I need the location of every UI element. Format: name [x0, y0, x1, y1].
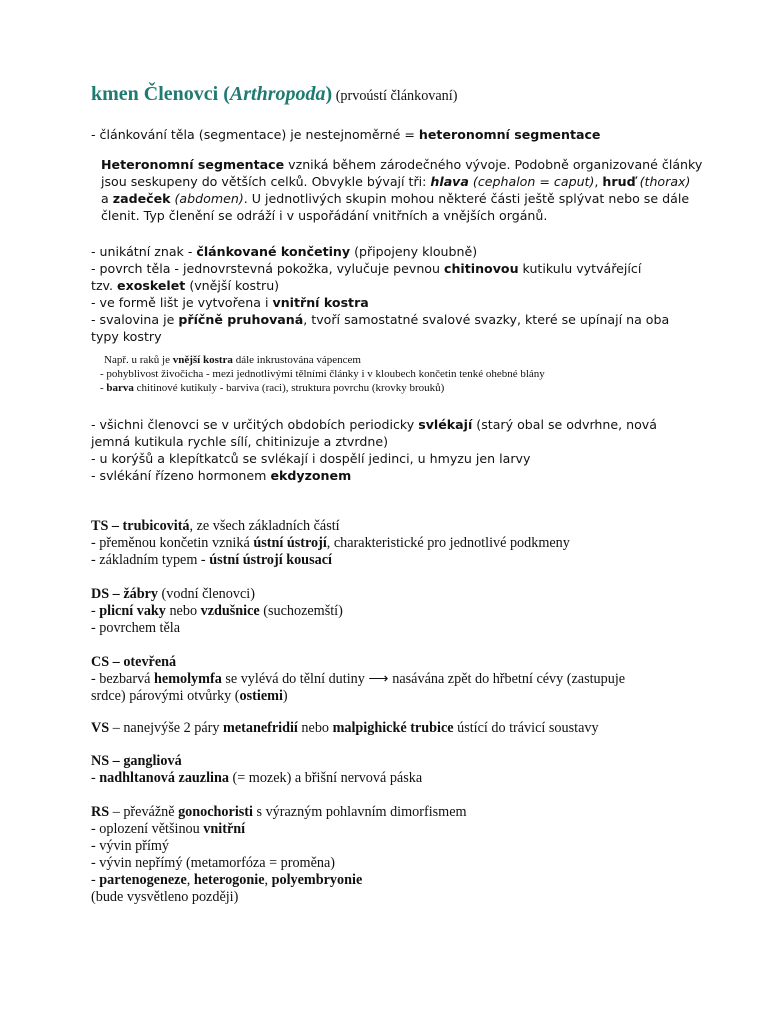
bold-term: zadeček [112, 191, 171, 206]
section-ns-line [91, 770, 422, 787]
bold-term: plicní vaky [99, 603, 166, 619]
list-item [91, 450, 530, 467]
text: typy kostry [91, 329, 162, 344]
section-cs-line [91, 688, 288, 705]
text: - ve formě lišt je vytvořena i [91, 295, 273, 310]
list-item [91, 294, 369, 311]
section-rs-line [91, 804, 467, 821]
text: (= mozek) a břišní nervová páska [228, 770, 423, 786]
bold-term: exoskelet [117, 278, 186, 293]
note-line [100, 368, 545, 381]
bold-term: gonochoristi [178, 804, 253, 820]
bold-term: svlékají [418, 417, 473, 432]
text: s výrazným pohlavním dimorfismem [252, 804, 467, 820]
text: - [91, 770, 100, 786]
bold-term: nadhltanová zauzlina [99, 770, 229, 786]
text: (bude vysvětleno později) [91, 889, 239, 905]
bold-term: článkované končetiny [196, 244, 351, 259]
text: (připojeny kloubně) [350, 244, 478, 259]
section-head: TS – trubicovitá [91, 518, 190, 534]
text: , charakteristické pro jednotlivé podkmeny [326, 535, 570, 551]
bold-term: Heteronomní segmentace [101, 157, 285, 172]
italic-text: (thorax) [635, 174, 691, 189]
title-latin: Arthropoda [229, 83, 326, 105]
list-item [91, 467, 351, 484]
section-head: RS [91, 804, 110, 820]
bold-term: ústní ústrojí kousací [209, 552, 332, 568]
bold-term: vnitřní kostra [272, 295, 369, 310]
text: nebo [165, 603, 201, 619]
section-ts-line [91, 535, 570, 552]
text: kutikulu vytvářející [518, 261, 642, 276]
text: chitinové kutikuly - barviva (raci), struktura povrchu (krovky brouků) [133, 382, 445, 394]
text: - přeměnou končetin vzniká [91, 535, 254, 551]
text: - povrch těla - jednovrstevná pokožka, vylučuje pevnou [91, 261, 444, 276]
text: – nanejvýše 2 páry [109, 720, 224, 736]
text: - vývin nepřímý (metamorfóza = proměna) [91, 855, 335, 871]
paragraph-line [101, 207, 547, 224]
bold-term: chitinovou [444, 261, 519, 276]
text: - [91, 872, 100, 888]
text: - základním typem - [91, 552, 210, 568]
bold-term: vnější kostra [172, 354, 233, 366]
list-item [91, 243, 477, 260]
text: jsou seskupeny do větších celků. Obvykle bývají tři: [101, 174, 431, 189]
bold-term: metanefridií [223, 720, 298, 736]
bold-term: hemolymfa [154, 671, 222, 687]
section-rs-line [91, 872, 362, 889]
text: vzniká během zárodečného vývoje. Podobně organizované články [284, 157, 703, 172]
section-vs-line [91, 720, 599, 737]
text: - unikátní znak - [91, 244, 197, 259]
section-ds-line [91, 603, 343, 620]
text: - svlékání řízeno hormonem [91, 468, 271, 483]
paragraph-line [101, 190, 689, 207]
bold-term: ostiemi [239, 688, 283, 704]
bold-term: polyembryonie [271, 872, 363, 888]
text: - u korýšů a klepítkatců se svlékají i dospělí jedinci, u hmyzu jen larvy [91, 451, 531, 466]
bold-term: příčně pruhovaná [178, 312, 304, 327]
text: - [100, 382, 107, 394]
bold-term: malpighické trubice [332, 720, 454, 736]
text: (suchozemští) [259, 603, 343, 619]
section-head: VS [91, 720, 110, 736]
italic-text: (abdomen) [170, 191, 244, 206]
section-ts-heading [91, 518, 340, 535]
bold-term: ekdyzonem [270, 468, 352, 483]
text: tzv. [91, 278, 118, 293]
section-rs-line [91, 855, 335, 872]
bold-term: vnitřní [203, 821, 246, 837]
italic-text: (cephalon = caput) [468, 174, 595, 189]
section-ns-heading [91, 753, 182, 770]
text: ústící do trávicí soustavy [453, 720, 599, 736]
text: nebo [297, 720, 333, 736]
text: a [101, 191, 113, 206]
text: srdce) párovými otvůrky ( [91, 688, 240, 704]
text: dále inkrustována vápencem [232, 354, 361, 366]
list-item [91, 433, 388, 450]
bold-term: heterogonie [193, 872, 265, 888]
bold-term: partenogeneze [99, 872, 187, 888]
section-head: CS – otevřená [91, 654, 177, 670]
text: , [594, 174, 603, 189]
list-item [91, 260, 641, 277]
section-head: NS – gangliová [91, 753, 182, 769]
bold-term: hlava [430, 174, 469, 189]
section-ts-line [91, 552, 332, 569]
text: (starý obal se odvrhne, nová [472, 417, 657, 432]
text: Např. u raků je [104, 354, 173, 366]
note-line [104, 354, 361, 367]
text: členit. Typ členění se odráží i v uspořádání vnitřních a vnějších orgánů. [101, 208, 548, 223]
text: (vnější kostru) [185, 278, 280, 293]
list-item [91, 328, 162, 345]
text: - oplození většinou [91, 821, 204, 837]
bold-term: vzdušnice [200, 603, 260, 619]
text: - článkování těla (segmentace) je nestejnoměrné = [91, 127, 419, 142]
title-subtitle: (prvoústí článkovaní) [335, 88, 458, 104]
text: - povrchem těla [91, 620, 181, 636]
paragraph-line [101, 173, 690, 190]
bold-term: hruď [602, 174, 636, 189]
section-cs-line [91, 671, 625, 688]
text: , ze všech základních částí [189, 518, 340, 534]
title-suffix: ) [325, 83, 333, 105]
page-title [91, 83, 458, 105]
text: jemná kutikula rychle sílí, chitinizuje a ztvrdne) [91, 434, 388, 449]
text: - bezbarvá [91, 671, 155, 687]
section-cs-heading [91, 654, 176, 671]
text: - [91, 603, 100, 619]
text: (vodní členovci) [158, 586, 255, 602]
text: . U jednotlivých skupin mohou některé části ještě splývat nebo se dále [243, 191, 690, 206]
list-item [91, 311, 669, 328]
section-rs-line [91, 838, 169, 855]
section-ds-heading [91, 586, 255, 603]
list-item [91, 277, 279, 294]
text: - vývin přímý [91, 838, 170, 854]
section-ds-line [91, 620, 180, 637]
text: - pohyblivost živočicha - mezi jednotlivými tělními články i v kloubech končetin tenké ohebné blány [100, 368, 545, 380]
text: – převážně [109, 804, 179, 820]
bold-term: ústní ústrojí [253, 535, 327, 551]
section-rs-line [91, 821, 245, 838]
text: se vylévá do tělní dutiny ⟶ nasávána zpět do hřbetní cévy (zastupuje [221, 671, 626, 687]
paragraph-line [101, 156, 702, 173]
text: - svalovina je [91, 312, 179, 327]
title-prefix: kmen Členovci ( [91, 83, 230, 105]
text: , [186, 872, 194, 888]
section-rs-line [91, 889, 238, 906]
text: , tvoří samostatné svalové svazky, které se upínají na oba [303, 312, 670, 327]
bold-term: heteronomní segmentace [418, 127, 601, 142]
section-head: DS – žábry [91, 586, 158, 602]
text: - všichni členovci se v určitých obdobích periodicky [91, 417, 419, 432]
text: ) [282, 688, 288, 704]
note-line [100, 382, 444, 395]
text: , [264, 872, 272, 888]
segmentation-line [91, 126, 600, 143]
list-item [91, 416, 657, 433]
bold-term: barva [106, 382, 134, 394]
